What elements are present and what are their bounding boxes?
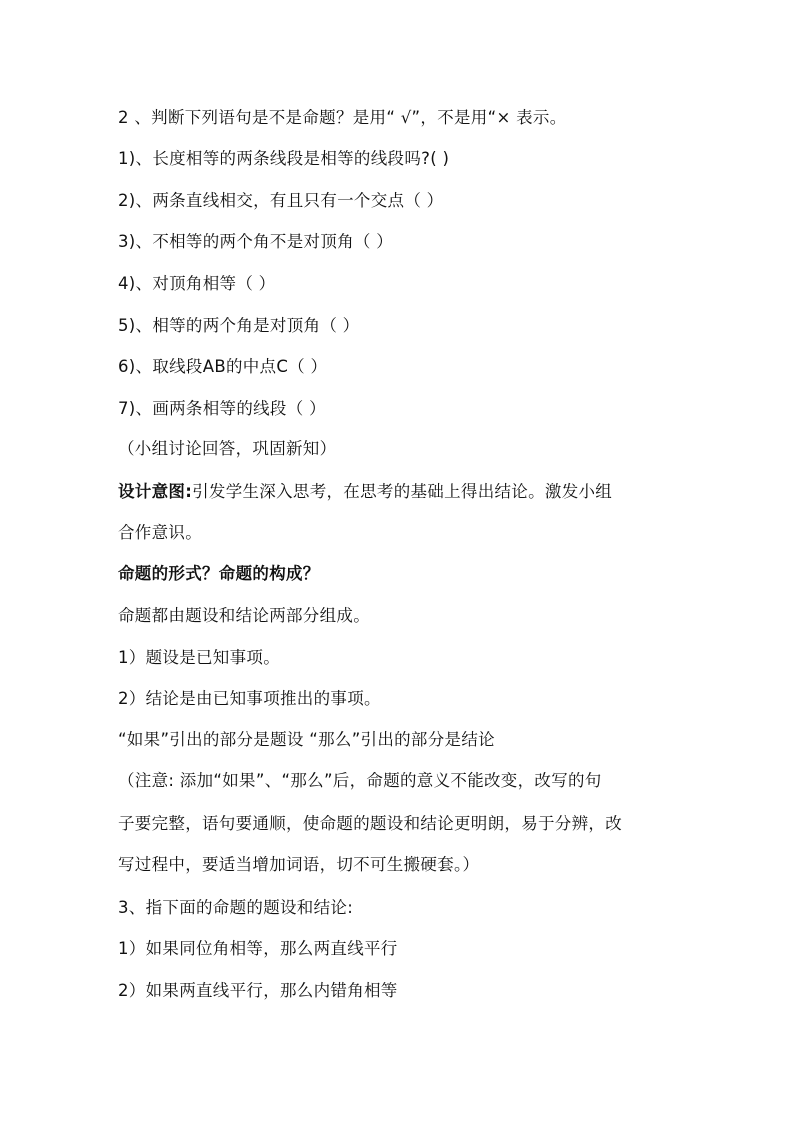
question-3-title: 3、指下面的命题的题设和结论: [118, 898, 354, 917]
question-2-item-5: 5)、相等的两个角是对顶角（ ） [118, 316, 360, 335]
question-2-item-6: 6)、取线段AB的中点C（ ） [118, 357, 328, 376]
design-intent-label: 设计意图: [118, 482, 193, 501]
note-line-1: （注意: 添加“如果”、“那么”后，命题的意义不能改变，改写的句 [118, 771, 602, 790]
question-3-item-2: 2）如果两直线平行，那么内错角相等 [118, 981, 398, 1000]
question-2-item-7: 7)、画两条相等的线段（ ） [118, 399, 326, 418]
note-line-2: 子要完整，语句要通顺，使命题的题设和结论更明朗，易于分辨，改 [118, 814, 622, 833]
question-2-title: 2 、判断下列语句是不是命题？是用“ √”，不是用“× 表示。 [118, 108, 567, 127]
design-intent-line-2: 合作意识。 [118, 523, 202, 542]
question-2-item-3: 3)、不相等的两个角不是对顶角（ ） [118, 232, 394, 251]
section-heading: 命题的形式？命题的构成？ [118, 564, 320, 583]
note-line-3: 写过程中，要适当增加词语，切不可生搬硬套。） [118, 855, 480, 874]
if-then-explanation: “如果”引出的部分是题设 “那么”引出的部分是结论 [118, 730, 495, 749]
question-2-item-2: 2)、两条直线相交，有且只有一个交点（ ） [118, 191, 444, 210]
question-2-item-4: 4)、对顶角相等（ ） [118, 274, 276, 293]
discussion-note: （小组讨论回答，巩固新知） [118, 439, 337, 458]
point-2: 2）结论是由已知事项推出的事项。 [118, 689, 381, 708]
design-intent-line-1 [118, 481, 612, 503]
question-2-item-1: 1)、长度相等的两条线段是相等的线段吗?( ) [118, 149, 450, 168]
point-1: 1）题设是已知事项。 [118, 648, 280, 667]
design-intent-text: 引发学生深入思考，在思考的基础上得出结论。激发小组 [192, 482, 613, 501]
question-3-item-1: 1）如果同位角相等，那么两直线平行 [118, 939, 398, 958]
composition-text: 命题都由题设和结论两部分组成。 [118, 606, 370, 625]
